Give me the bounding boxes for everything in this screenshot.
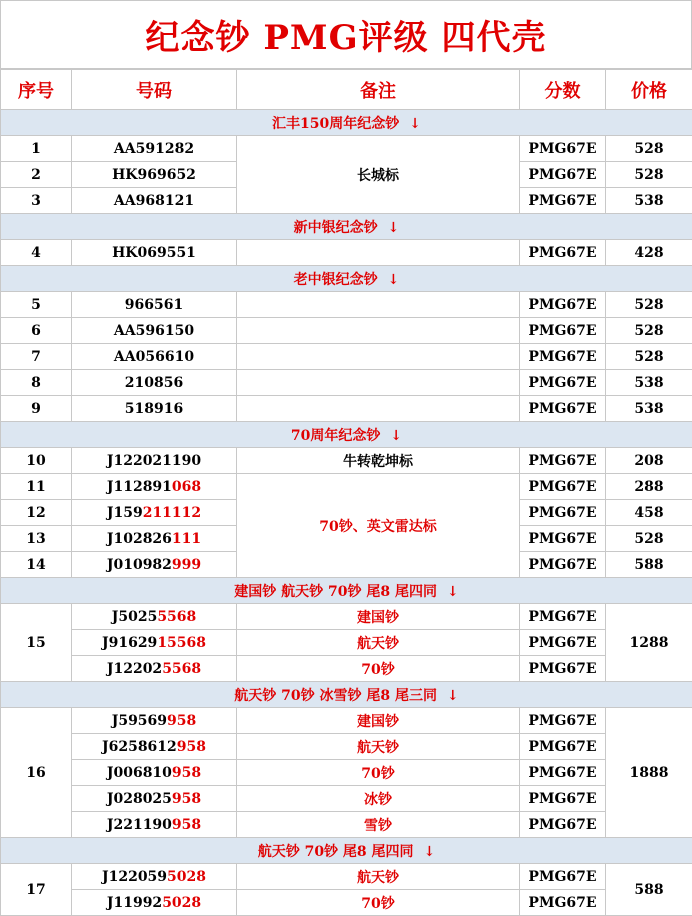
grade-cell: PMG67E bbox=[520, 240, 606, 266]
number-cell: J59569958 bbox=[72, 708, 237, 734]
price-cell: 588 bbox=[606, 864, 692, 916]
grade-cell: PMG67E bbox=[520, 812, 606, 838]
seq-cell: 15 bbox=[1, 604, 72, 682]
seq-cell: 13 bbox=[1, 526, 72, 552]
header-seq: 序号 bbox=[1, 70, 72, 110]
section-row bbox=[1, 422, 692, 448]
price-cell: 528 bbox=[606, 526, 692, 552]
number-cell: J221190958 bbox=[72, 812, 237, 838]
grade-cell: PMG67E bbox=[520, 552, 606, 578]
grade-cell: PMG67E bbox=[520, 396, 606, 422]
arrow-down-icon: ↓ bbox=[409, 116, 421, 132]
number-cell: 518916 bbox=[72, 396, 237, 422]
price-cell: 538 bbox=[606, 370, 692, 396]
price-cell: 588 bbox=[606, 552, 692, 578]
table-row bbox=[1, 448, 692, 474]
remark-cell: 建国钞 bbox=[237, 708, 520, 734]
grade-cell: PMG67E bbox=[520, 136, 606, 162]
seq-cell: 8 bbox=[1, 370, 72, 396]
remark-cell: 长城标 bbox=[237, 136, 520, 214]
section-label: 汇丰150周年纪念钞 bbox=[272, 116, 399, 132]
seq-cell: 17 bbox=[1, 864, 72, 916]
number-cell: J102826111 bbox=[72, 526, 237, 552]
seq-cell: 2 bbox=[1, 162, 72, 188]
grade-cell: PMG67E bbox=[520, 474, 606, 500]
remark-cell: 70钞 bbox=[237, 760, 520, 786]
seq-cell: 1 bbox=[1, 136, 72, 162]
price-cell: 428 bbox=[606, 240, 692, 266]
grade-cell: PMG67E bbox=[520, 162, 606, 188]
table-row bbox=[1, 396, 692, 422]
grade-cell: PMG67E bbox=[520, 760, 606, 786]
section-row bbox=[1, 682, 692, 708]
remark-cell: 航天钞 bbox=[237, 630, 520, 656]
number-cell: J112891068 bbox=[72, 474, 237, 500]
grade-cell: PMG67E bbox=[520, 500, 606, 526]
grade-cell: PMG67E bbox=[520, 656, 606, 682]
number-cell: J006810958 bbox=[72, 760, 237, 786]
section-row bbox=[1, 110, 692, 136]
table-row bbox=[1, 292, 692, 318]
number-cell: J028025958 bbox=[72, 786, 237, 812]
section-label: 航天钞 70钞 尾8 尾四同 bbox=[258, 844, 414, 860]
number-cell: HK069551 bbox=[72, 240, 237, 266]
section-label: 70周年纪念钞 bbox=[291, 428, 380, 444]
number-cell: AA591282 bbox=[72, 136, 237, 162]
table-row bbox=[1, 786, 692, 812]
grade-cell: PMG67E bbox=[520, 786, 606, 812]
arrow-down-icon: ↓ bbox=[424, 844, 436, 860]
remark-cell bbox=[237, 370, 520, 396]
header-price: 价格 bbox=[606, 70, 692, 110]
section-row bbox=[1, 578, 692, 604]
price-cell: 1888 bbox=[606, 708, 692, 838]
seq-cell: 6 bbox=[1, 318, 72, 344]
grade-cell: PMG67E bbox=[520, 448, 606, 474]
price-cell: 458 bbox=[606, 500, 692, 526]
price-cell: 208 bbox=[606, 448, 692, 474]
price-cell: 288 bbox=[606, 474, 692, 500]
remark-cell: 冰钞 bbox=[237, 786, 520, 812]
price-table bbox=[0, 69, 692, 916]
number-cell: J6258612958 bbox=[72, 734, 237, 760]
remark-cell bbox=[237, 240, 520, 266]
arrow-down-icon: ↓ bbox=[447, 584, 459, 600]
table-row bbox=[1, 760, 692, 786]
number-cell: AA968121 bbox=[72, 188, 237, 214]
grade-cell: PMG67E bbox=[520, 292, 606, 318]
number-cell: 966561 bbox=[72, 292, 237, 318]
seq-cell: 11 bbox=[1, 474, 72, 500]
remark-cell bbox=[237, 396, 520, 422]
section-row bbox=[1, 214, 692, 240]
arrow-down-icon: ↓ bbox=[447, 688, 459, 704]
price-cell: 1288 bbox=[606, 604, 692, 682]
section-row bbox=[1, 266, 692, 292]
price-cell: 528 bbox=[606, 292, 692, 318]
seq-cell: 16 bbox=[1, 708, 72, 838]
grade-cell: PMG67E bbox=[520, 370, 606, 396]
seq-cell: 4 bbox=[1, 240, 72, 266]
seq-cell: 9 bbox=[1, 396, 72, 422]
number-cell: J50255568 bbox=[72, 604, 237, 630]
seq-cell: 5 bbox=[1, 292, 72, 318]
remark-cell: 建国钞 bbox=[237, 604, 520, 630]
table-row bbox=[1, 734, 692, 760]
table-row bbox=[1, 318, 692, 344]
number-cell: 210856 bbox=[72, 370, 237, 396]
table-row bbox=[1, 136, 692, 162]
remark-cell: 70钞 bbox=[237, 656, 520, 682]
section-label: 新中银纪念钞 bbox=[294, 220, 378, 236]
seq-cell: 12 bbox=[1, 500, 72, 526]
number-cell: J122021190 bbox=[72, 448, 237, 474]
number-cell: J010982999 bbox=[72, 552, 237, 578]
number-cell: AA596150 bbox=[72, 318, 237, 344]
number-cell: HK969652 bbox=[72, 162, 237, 188]
table-row bbox=[1, 630, 692, 656]
grade-cell: PMG67E bbox=[520, 188, 606, 214]
number-cell: J119925028 bbox=[72, 890, 237, 916]
table-row bbox=[1, 240, 692, 266]
remark-cell: 70钞、英文雷达标 bbox=[237, 474, 520, 578]
grade-cell: PMG67E bbox=[520, 734, 606, 760]
price-cell: 528 bbox=[606, 318, 692, 344]
section-label: 老中银纪念钞 bbox=[294, 272, 378, 288]
price-cell: 528 bbox=[606, 344, 692, 370]
price-cell: 528 bbox=[606, 162, 692, 188]
grade-cell: PMG67E bbox=[520, 630, 606, 656]
table-row bbox=[1, 370, 692, 396]
price-cell: 538 bbox=[606, 396, 692, 422]
seq-cell: 10 bbox=[1, 448, 72, 474]
arrow-down-icon: ↓ bbox=[388, 220, 400, 236]
table-row bbox=[1, 864, 692, 890]
arrow-down-icon: ↓ bbox=[388, 272, 400, 288]
price-cell: 538 bbox=[606, 188, 692, 214]
header-remark: 备注 bbox=[237, 70, 520, 110]
remark-cell: 牛转乾坤标 bbox=[237, 448, 520, 474]
header-score: 分数 bbox=[520, 70, 606, 110]
grade-cell: PMG67E bbox=[520, 708, 606, 734]
table-row bbox=[1, 344, 692, 370]
number-cell: J122025568 bbox=[72, 656, 237, 682]
grade-cell: PMG67E bbox=[520, 526, 606, 552]
header-row bbox=[1, 70, 692, 110]
section-row bbox=[1, 838, 692, 864]
number-cell: AA056610 bbox=[72, 344, 237, 370]
grade-cell: PMG67E bbox=[520, 318, 606, 344]
seq-cell: 14 bbox=[1, 552, 72, 578]
table-row bbox=[1, 604, 692, 630]
remark-cell: 航天钞 bbox=[237, 864, 520, 890]
seq-cell: 3 bbox=[1, 188, 72, 214]
section-label: 航天钞 70钞 冰雪钞 尾8 尾三同 bbox=[234, 688, 437, 704]
number-cell: J9162915568 bbox=[72, 630, 237, 656]
remark-cell bbox=[237, 344, 520, 370]
table-row bbox=[1, 708, 692, 734]
grade-cell: PMG67E bbox=[520, 864, 606, 890]
table-row bbox=[1, 812, 692, 838]
grade-cell: PMG67E bbox=[520, 604, 606, 630]
remark-cell: 航天钞 bbox=[237, 734, 520, 760]
remark-cell: 70钞 bbox=[237, 890, 520, 916]
seq-cell: 7 bbox=[1, 344, 72, 370]
number-cell: J159211112 bbox=[72, 500, 237, 526]
remark-cell bbox=[237, 292, 520, 318]
price-cell: 528 bbox=[606, 136, 692, 162]
header-number: 号码 bbox=[72, 70, 237, 110]
page-title: 纪念钞 PMG评级 四代壳 bbox=[0, 0, 692, 69]
number-cell: J1220595028 bbox=[72, 864, 237, 890]
grade-cell: PMG67E bbox=[520, 890, 606, 916]
table-row bbox=[1, 890, 692, 916]
section-label: 建国钞 航天钞 70钞 尾8 尾四同 bbox=[234, 584, 437, 600]
remark-cell bbox=[237, 318, 520, 344]
table-row bbox=[1, 656, 692, 682]
grade-cell: PMG67E bbox=[520, 344, 606, 370]
table-row bbox=[1, 474, 692, 500]
remark-cell: 雪钞 bbox=[237, 812, 520, 838]
arrow-down-icon: ↓ bbox=[390, 428, 402, 444]
